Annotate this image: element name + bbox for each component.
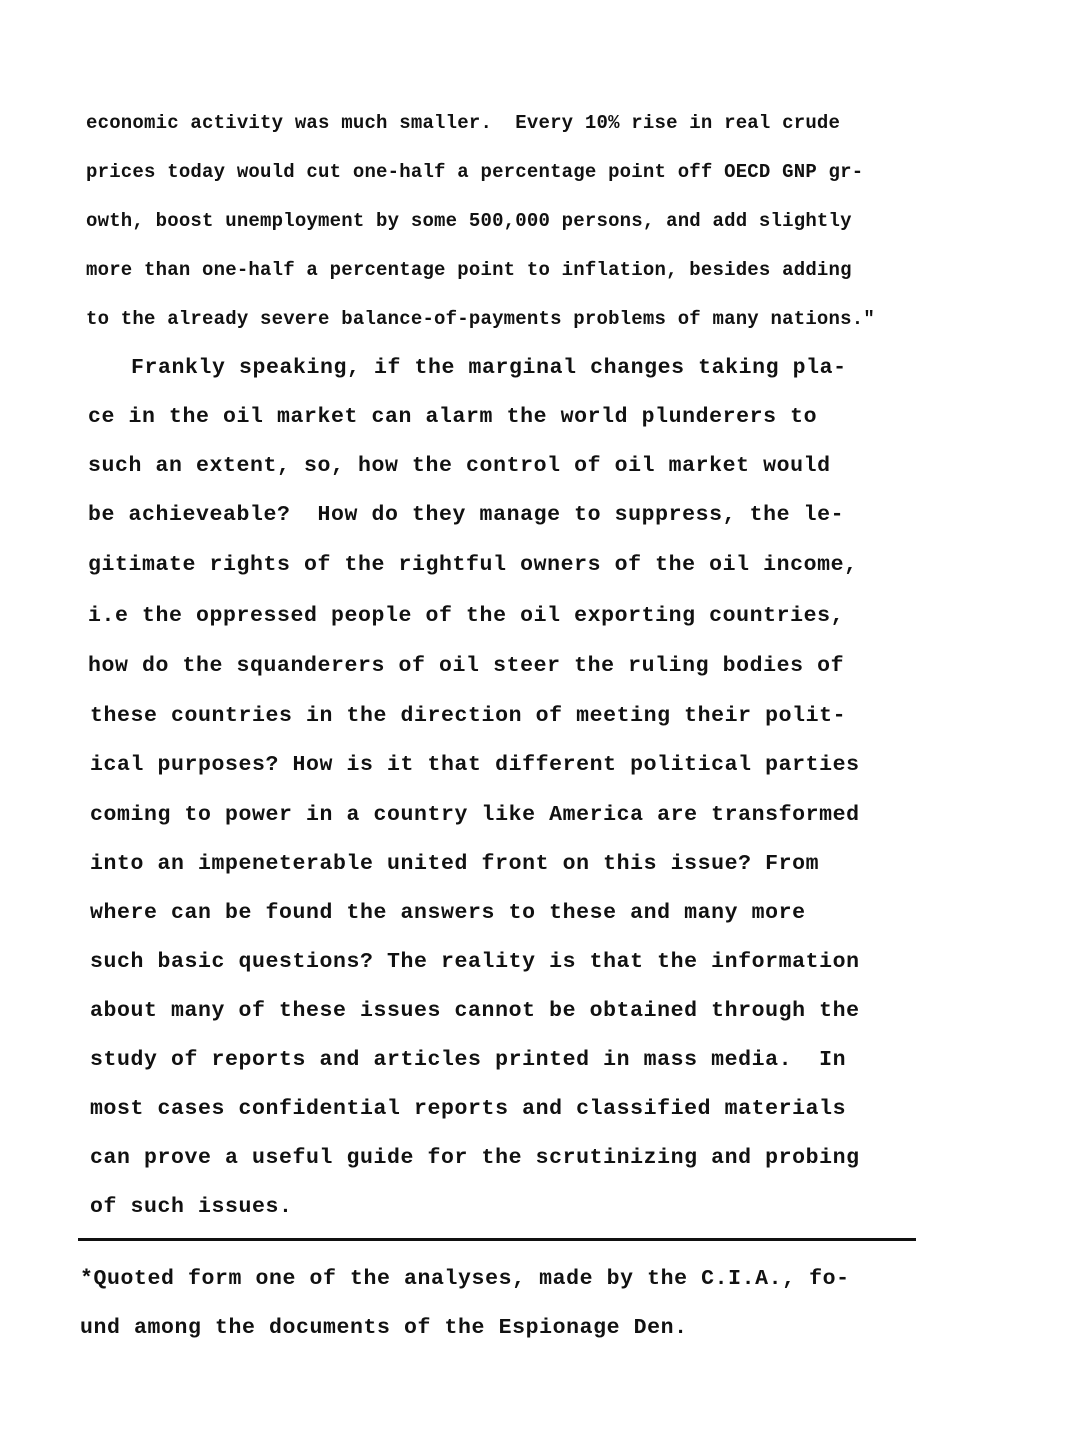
paragraph-line: be achieveable? How do they manage to suppress, the le- bbox=[88, 503, 845, 527]
footnote-line: *Quoted form one of the analyses, made by the C.I.A., fo- bbox=[80, 1267, 850, 1291]
paragraph-line: Frankly speaking, if the marginal changes taking pla- bbox=[131, 356, 847, 380]
paragraph-line: i.e the oppressed people of the oil exporting countries, bbox=[88, 604, 845, 628]
paragraph-line: gitimate rights of the rightful owners of the oil income, bbox=[88, 553, 858, 577]
footnote-separator bbox=[78, 1238, 916, 1241]
paragraph-line: how do the squanderers of oil steer the ruling bodies of bbox=[88, 654, 845, 678]
paragraph-line: ce in the oil market can alarm the world plunderers to bbox=[88, 405, 818, 429]
paragraph-line: where can be found the answers to these and many more bbox=[90, 901, 806, 925]
quote-line: economic activity was much smaller. Every 10% rise in real crude bbox=[86, 112, 841, 134]
footnote-line: und among the documents of the Espionage Den. bbox=[80, 1316, 688, 1340]
paragraph-line: most cases confidential reports and classified materials bbox=[90, 1097, 847, 1121]
paragraph-line: these countries in the direction of meeting their polit- bbox=[90, 704, 847, 728]
paragraph-line: such an extent, so, how the control of oil market would bbox=[88, 454, 831, 478]
paragraph-line: about many of these issues cannot be obtained through the bbox=[90, 999, 860, 1023]
paragraph-line: coming to power in a country like America are transformed bbox=[90, 803, 860, 827]
paragraph-line: ical purposes? How is it that different political parties bbox=[90, 753, 860, 777]
paragraph-line: such basic questions? The reality is that the information bbox=[90, 950, 860, 974]
quote-line: more than one-half a percentage point to inflation, besides adding bbox=[86, 259, 852, 281]
paragraph-line: of such issues. bbox=[90, 1195, 293, 1219]
paragraph-line: into an impeneterable united front on this issue? From bbox=[90, 852, 820, 876]
quote-line: owth, boost unemployment by some 500,000 persons, and add slightly bbox=[86, 210, 852, 232]
paragraph-line: can prove a useful guide for the scrutinizing and probing bbox=[90, 1146, 860, 1170]
quote-line: prices today would cut one-half a percentage point off OECD GNP gr- bbox=[86, 161, 864, 183]
paragraph-line: study of reports and articles printed in mass media. In bbox=[90, 1048, 847, 1072]
quote-line: to the already severe balance-of-payments problems of many nations." bbox=[86, 308, 875, 330]
